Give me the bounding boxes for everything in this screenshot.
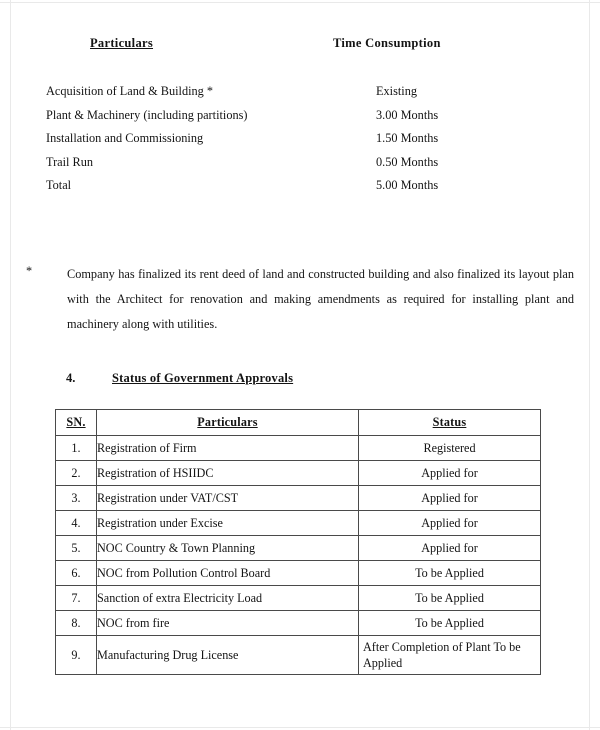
- column-header-status: [359, 410, 541, 436]
- table-row: [56, 561, 541, 586]
- summary-header-row: [46, 36, 546, 60]
- summary-value: 5.00 Months: [376, 178, 439, 192]
- footnote: [26, 262, 574, 337]
- table-row: [56, 586, 541, 611]
- summary-row: [46, 84, 546, 108]
- cell-status: To be Applied: [359, 611, 541, 636]
- summary-row-total: [46, 178, 546, 202]
- cell-particulars: Registration under VAT/CST: [97, 486, 359, 511]
- cell-status: After Completion of Plant To be Applied: [359, 636, 541, 675]
- summary-rows: [46, 84, 546, 202]
- summary-header-time-consumption: Time Consumption: [333, 36, 441, 50]
- column-header-particulars: [97, 410, 359, 436]
- footnote-marker: *: [26, 264, 33, 278]
- column-header-sn: [56, 410, 97, 436]
- column-header-status-label: Status: [432, 415, 467, 429]
- summary-value: 3.00 Months: [376, 107, 439, 122]
- time-consumption-section: [46, 36, 546, 192]
- cell-sn: 6.: [56, 561, 97, 586]
- cell-status: Applied for: [359, 461, 541, 486]
- table-row: [56, 511, 541, 536]
- cell-sn: 1.: [56, 436, 97, 461]
- summary-row: [46, 131, 546, 155]
- approvals-table: [55, 409, 541, 675]
- cell-particulars: NOC from Pollution Control Board: [97, 561, 359, 586]
- summary-header-particulars: Particulars: [90, 36, 154, 50]
- column-header-sn-label: SN.: [66, 415, 86, 429]
- cell-sn: 2.: [56, 461, 97, 486]
- cell-particulars: Registration under Excise: [97, 511, 359, 536]
- section-title: Status of Government Approvals: [112, 371, 294, 385]
- summary-value: 0.50 Months: [376, 154, 439, 169]
- table-row: [56, 636, 541, 675]
- summary-row: [46, 155, 546, 179]
- summary-value: Existing: [376, 84, 417, 98]
- cell-particulars: Sanction of extra Electricity Load: [97, 586, 359, 611]
- cell-sn: 4.: [56, 511, 97, 536]
- cell-particulars: NOC Country & Town Planning: [97, 536, 359, 561]
- summary-value: 1.50 Months: [376, 131, 439, 145]
- cell-status: Applied for: [359, 536, 541, 561]
- cell-sn: 9.: [56, 636, 97, 675]
- summary-label: Trail Run: [46, 154, 94, 169]
- table-row: [56, 436, 541, 461]
- summary-row: [46, 108, 546, 132]
- cell-status: Applied for: [359, 486, 541, 511]
- cell-status: Applied for: [359, 511, 541, 536]
- section-number: 4.: [66, 371, 76, 385]
- column-header-particulars-label: Particulars: [197, 415, 258, 429]
- cell-sn: 7.: [56, 586, 97, 611]
- page-title: [66, 371, 293, 386]
- table-row: [56, 536, 541, 561]
- cell-sn: 3.: [56, 486, 97, 511]
- table-row: [56, 611, 541, 636]
- cell-particulars: Registration of HSIIDC: [97, 461, 359, 486]
- cell-particulars: Registration of Firm: [97, 436, 359, 461]
- summary-label: Total: [46, 178, 72, 192]
- cell-sn: 8.: [56, 611, 97, 636]
- cell-particulars: NOC from fire: [97, 611, 359, 636]
- cell-status: Registered: [359, 436, 541, 461]
- footnote-text: Company has finalized its rent deed of land and constructed building and also finalized its layout plan with the Architect for renovation and making amendments as required for installing plant and machinery along with utilities.: [67, 267, 574, 331]
- summary-label: Acquisition of Land & Building *: [46, 84, 214, 98]
- cell-status: To be Applied: [359, 561, 541, 586]
- cell-status: To be Applied: [359, 586, 541, 611]
- table-row: [56, 486, 541, 511]
- table-row: [56, 461, 541, 486]
- table-header-row: [56, 410, 541, 436]
- cell-sn: 5.: [56, 536, 97, 561]
- summary-label: Installation and Commissioning: [46, 131, 204, 145]
- summary-label: Plant & Machinery (including partitions): [46, 107, 248, 122]
- cell-particulars: Manufacturing Drug License: [97, 636, 359, 675]
